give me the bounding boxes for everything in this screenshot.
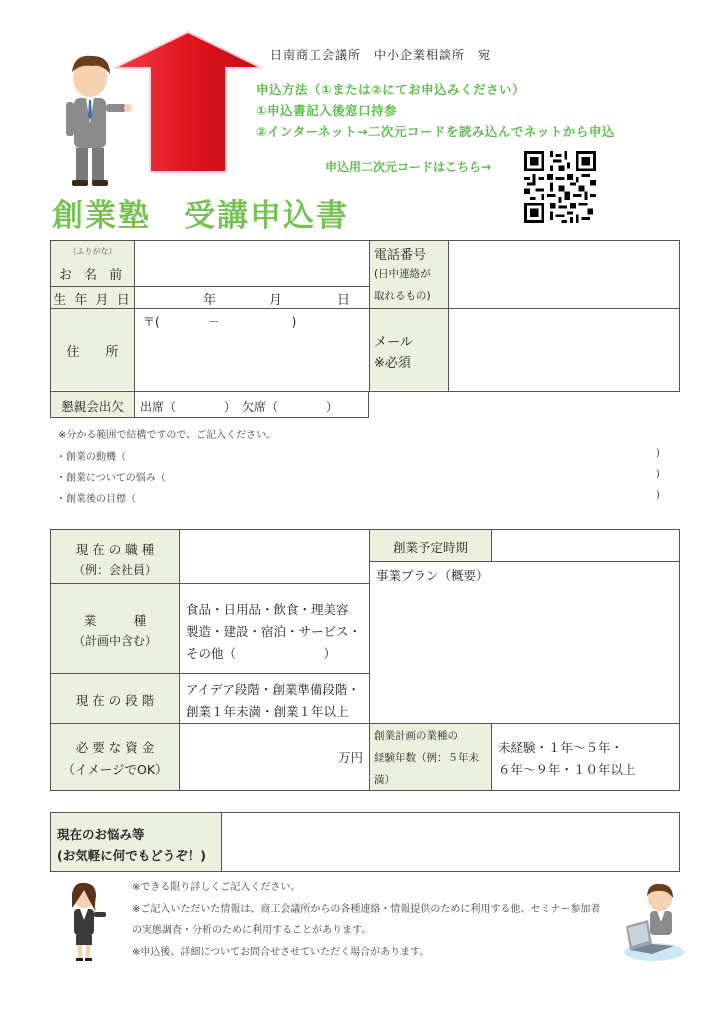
- funds-label: 必 要 な 資 金: [75, 740, 155, 755]
- month-label: 月: [269, 293, 283, 308]
- apply-method-title: 申込方法（①または②にてお申込みください）: [256, 82, 526, 97]
- phone-note-1: (日中連絡が: [374, 268, 431, 280]
- stage-option-1[interactable]: アイデア段階・創業準備段階・: [186, 682, 360, 697]
- addressee-text: 日南商工会議所 中小企業相談所 宛: [270, 48, 492, 62]
- name-label: お 名 前: [58, 268, 127, 283]
- address-input[interactable]: [135, 309, 368, 391]
- qr-caption: 申込用二次元コードはこちら→: [325, 160, 492, 174]
- business-plan-label: 事業プラン（概要）: [376, 568, 489, 583]
- name-input[interactable]: [135, 241, 368, 286]
- up-arrow-icon: [112, 30, 264, 176]
- funds-input[interactable]: [180, 724, 369, 790]
- experience-label-2: 経験年数（例：５年未: [374, 752, 479, 764]
- industry-sub: （計画中含む）: [72, 634, 157, 648]
- apply-method-2: ②インターネット→二次元コードを読み込んでネットから申込: [256, 124, 615, 139]
- footer-note-4: ※申込後、詳細についてお問合せさせていただく場合があります。: [132, 947, 430, 958]
- job-input[interactable]: [180, 530, 369, 583]
- phone-note-2: 取れるもの): [374, 290, 431, 302]
- funds-sub: （イメージでOK）: [62, 762, 168, 777]
- stage-option-2[interactable]: 創業１年未満・創業１年以上: [186, 704, 349, 719]
- plan-time-label: 創業予定時期: [392, 540, 468, 555]
- funds-unit: 万円: [337, 750, 363, 765]
- experience-option-1[interactable]: 未経験・１年～５年・: [498, 740, 624, 755]
- mail-input[interactable]: [449, 309, 679, 391]
- experience-option-2[interactable]: ６年～９年・１０年以上: [498, 762, 636, 777]
- worry-label: ・創業についての悩み（: [56, 473, 166, 484]
- postal-code-field: 〒( － ): [143, 315, 297, 329]
- phone-input[interactable]: [449, 241, 679, 308]
- worries-label-2: (お気軽に何でもどうぞ！): [57, 848, 206, 863]
- birthdate-input[interactable]: [135, 287, 368, 308]
- mail-required-note: ※必須: [374, 356, 411, 371]
- fill-hint: ※分かる範囲で結構ですので、ご記入ください。: [58, 430, 277, 441]
- motive-label: ・創業の動機（: [56, 452, 126, 463]
- reception-label: 懇親会出欠: [61, 399, 124, 414]
- worries-label-1: 現在のお悩み等: [57, 827, 145, 842]
- worry-close: ): [656, 469, 660, 480]
- job-example: （例：会社員）: [72, 563, 157, 577]
- industry-option-2[interactable]: 製造・建設・宿泊・サービス・: [186, 624, 362, 639]
- experience-label-1: 創業計画の業種の: [374, 730, 458, 742]
- furigana-label: （ふりがな）: [68, 247, 117, 256]
- worries-input[interactable]: [222, 813, 679, 871]
- experience-label-3: 満）: [374, 774, 395, 786]
- businesswoman-illustration: [62, 880, 108, 962]
- year-label: 年: [203, 293, 217, 308]
- goal-label: ・創業後の目標（: [56, 494, 136, 505]
- motive-close: ): [656, 448, 660, 459]
- footer-note-3: の実態調査・分析のために利用することがあります。: [132, 925, 372, 936]
- stage-label: 現 在 の 段 階: [75, 693, 155, 708]
- goal-close: ): [656, 490, 660, 501]
- footer-note-1: ※できる限り詳しくご記入ください。: [132, 882, 301, 893]
- day-label: 日: [337, 293, 351, 308]
- qr-code-icon[interactable]: [524, 151, 596, 223]
- apply-method-1: ①申込書記入後窓口持参: [256, 103, 398, 118]
- birthdate-label: 生 年 月 日: [53, 293, 132, 308]
- footer-note-2: ※ご記入いただいた情報は、商工会議所からの各種連絡・情報提供のために利用する他、セミナー参加者: [132, 904, 601, 915]
- laptop-worker-illustration: [622, 880, 688, 964]
- business-plan-input[interactable]: [370, 584, 679, 723]
- mail-label: メール: [374, 335, 413, 350]
- industry-option-3[interactable]: その他（ ）: [186, 646, 337, 661]
- address-label: 住 所: [66, 345, 119, 360]
- industry-option-1[interactable]: 食品・日用品・飲食・理美容: [186, 602, 349, 617]
- plan-time-input[interactable]: [492, 530, 679, 561]
- reception-options[interactable]: 出席（ ） 欠席（ ）: [140, 400, 339, 414]
- industry-label: 業 種: [83, 613, 147, 628]
- job-label: 現 在 の 職 種: [75, 542, 155, 557]
- phone-label: 電話番号: [374, 248, 427, 263]
- page-title: 創業塾 受講申込書: [52, 198, 349, 234]
